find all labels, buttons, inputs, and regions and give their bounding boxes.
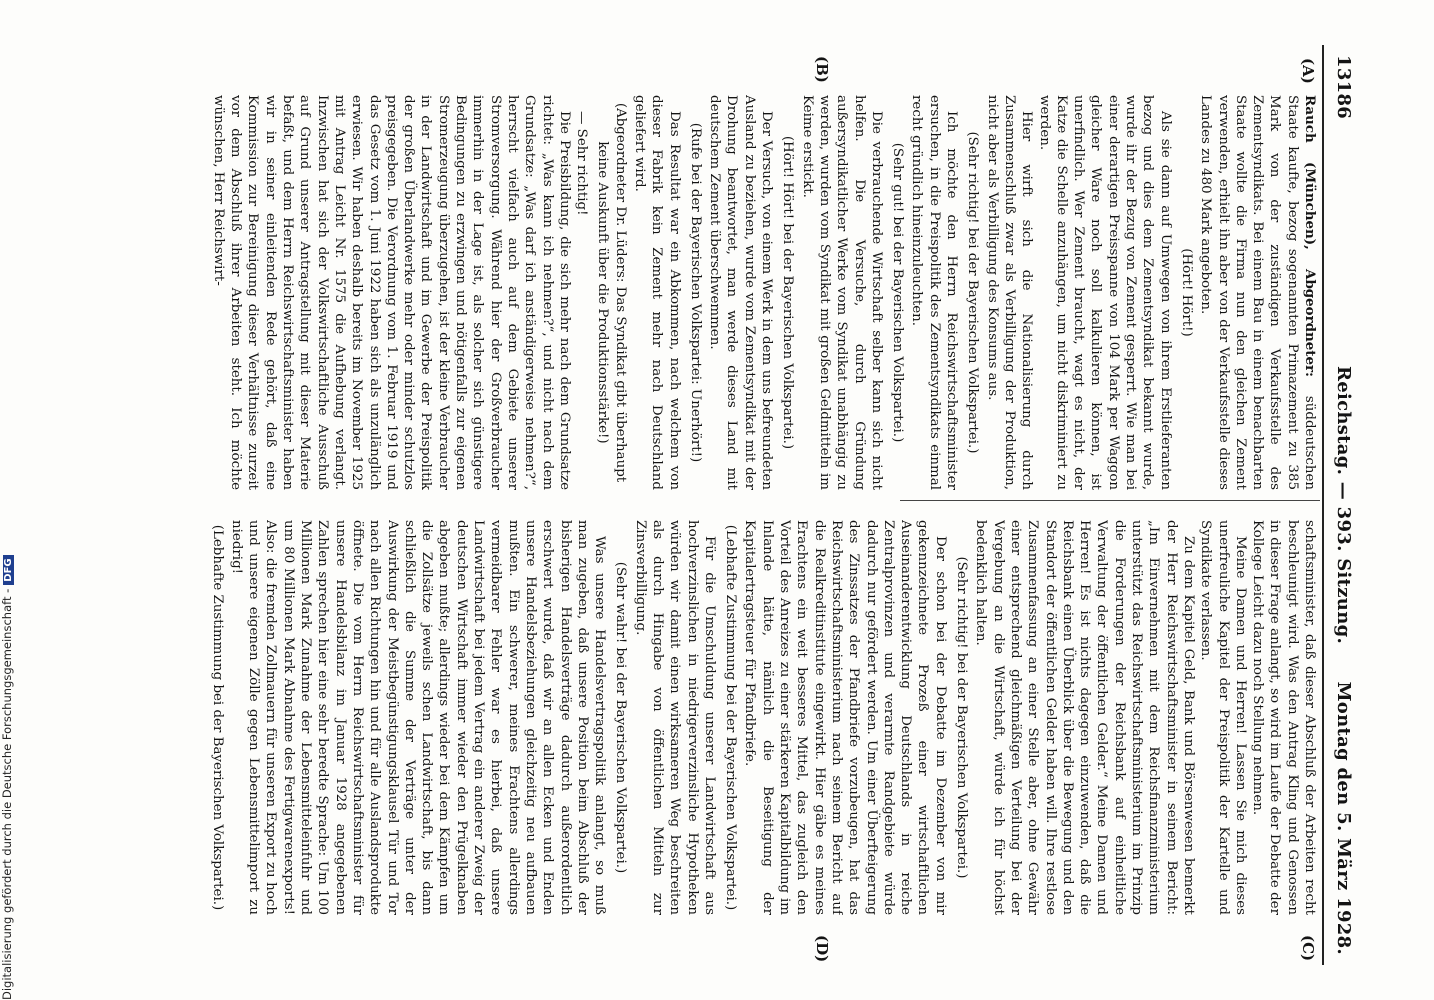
interjection: (Sehr richtig! bei der Bayerischen Volkspartei.) <box>954 556 970 879</box>
header-rule <box>1322 45 1324 965</box>
paragraph: schaftsminister, daß dieser Abschluß der Arbeiten recht beschleunigt wird. Was den Antrag Kling und Genossen in dieser Frage anlangt, so wird im Laufe der Debatte der Kollege Leicht dazu noch Stellung nehmen. <box>1250 520 1317 915</box>
digitization-text: Digitalisierung gefördert durch die Deutsche Forschungsgemeinschaft - <box>0 588 14 1000</box>
left-column <box>118 95 1318 490</box>
speaker-paragraph <box>1197 95 1318 490</box>
paragraph: Die Preisbildung, die sich mehr nach dem Grundsatze richtet: „Was kann ich nehmen?“, und nicht nach dem Grundsatze: „Was darf ich anständigerweise nehmen?“, herrscht vielfach auch auf dem Gebiete unserer Stromversorgung. Während hier der Großverbraucher immerhin in der Lage ist, als solcher sich günstigere Bedingungen zu erzwingen und nötigenfalls zur eigenen Stromerzeugung überzugehen, ist der kleine Verbraucher in der Landwirtschaft und im Gewerbe der Preispolitik der großen Überlandwerke mehr oder minder schutzlos preisgegeben. Die Verordnung vom 1. Februar 1919 und das Gesetz vom 1. Juni 1922 haben sich als unzulänglich erwiesen. Wir haben deshalb bereits im November 1925 mit Antrag Leicht Nr. 1575 die Aufhebung verlangt. Inzwischen hat sich der Volkswirtschaftliche Ausschuß auf Grund unserer Antragstellung mit dieser Materie befaßt, und dem Herrn Reichswirtschaftsminister haben wir in seiner einleitenden Rede gehört, daß eine Kommission zur Bereinigung dieser Verhältnisse zurzeit vor dem Abschluß ihrer Arbeiten steht. Ich möchte wünschen, Herr Reichswirt- <box>210 95 572 490</box>
page-number: 13186 <box>1333 55 1354 120</box>
digitization-note <box>0 0 18 1000</box>
speaker-name: Rauch (München), Abgeordneter: <box>1302 95 1318 377</box>
margin-mark-b: (B) <box>813 56 831 83</box>
paragraph: Was unsere Handelsvertragspolitik anlangt, so muß man zugeben, daß unsere Position beim Abschluß der bisherigen Handelsverträge dadurch außerordentlich erschwert wurde, daß wir an allen Ecken und Enden unsere Handelsbeziehungen gleichzeitig neu aufbauen mußten. Ein schwerer, meines Erachtens allerdings vermeidbarer Fehler war es hierbei, daß unsere Landwirtschaft bei jedem Vertrag ein anderer Zweig der deutschen Wirtschaft immer wieder den Prügelknaben abgeben mußte; allerdings wieder bei dem Kämpfen um die Zollsätze jeweils schen Landwirtschaft, bis dann schließlich die Summe der Verträge unter der Auswirkung der Meistbegünstigungsklausel Tür und Tor nach allen Richtungen hin und für alle Auslandsprodukte öffnete. Die vom Herrn Reichswirtschaftsminister für unsere Handelsbilanz im Januar 1928 angegebenen Zahlen sprechen hier eine sehr beredte Sprache: Um 100 Millionen Mark Zunahme der Lebensmitteleinfuhr und um 80 Millionen Mark Abnahme des Fertigwarenexports! Also: die fremden Zollmauern für unseren Export zu hoch und unsere eigenen Zölle gegen Lebensmittelimport zu niedrig! <box>228 520 608 915</box>
interjection: (Hört! Hört! bei der Bayerischen Volkspartei.) <box>780 135 796 450</box>
right-column <box>118 520 1318 915</box>
interjection: (Rufe bei der Bayerischen Volkspartei: Unerhört!) <box>687 122 703 463</box>
interjection: (Abgeordneter Dr. Lüders: Das Syndikat gibt überhaupt keine Auskunft über die Produktionsstärke!) <box>595 102 628 483</box>
interjection: (Lebhafte Zustimmung bei der Bayerischen Volkspartei.) <box>723 524 739 911</box>
interjection: (Lebhafte Zustimmung bei der Bayerischen Volkspartei.) <box>209 524 225 911</box>
paragraph: Hier wirft sich die Nationalisierung durch Zusammenschluß zwar als Verbilligung der Produktion, nicht aber als Verbilligung des Konsums aus. <box>984 95 1035 490</box>
paragraph: Als sie dann auf Umwegen von ihrem Erstlieferanten bezog und dies dem Zementsyndikat bekannt wurde, wurde ihr der Bezug von Zement gesperrt. Wie man bei einer derartigen Preisspanne von 104 Mark per Waggon gleicher Ware noch soll kalkulieren können, ist unerfindlich. Wer Zement braucht, wagt es nicht, der Katze die Schelle anzuhängen, um nicht diskriminiert zu werden. <box>1036 95 1173 490</box>
page-header <box>1328 55 1354 955</box>
interjection: (Hört! Hört!) <box>1178 248 1194 337</box>
margin-mark-c: (C) <box>1299 935 1317 962</box>
paragraph: Meine Damen und Herren! Lassen Sie mich dieses unerfreuliche Kapitel der Preispolitik der Kartelle und Syndikate verlassen. <box>1198 520 1248 915</box>
paragraph: Der Versuch, von einem Werk in dem uns befreundeten Ausland zu beziehen, wurde vom Zementsyndikat mit der Drohung beantwortet, man werde dieses Land mit deutschem Zement überschwemmen. <box>707 95 775 490</box>
paragraph: Zu dem Kapitel Geld, Bank und Börsenwesen bemerkt der Herr Reichswirtschaftsminister in seinem Bericht: „Im Einvernehmen mit dem Reichsfinanzministerium unterstützt das Reichswirtschaftsministerium im Prinzip die Forderungen der Reichsbank auf einheitliche Verwaltung der öffentlichen Gelder.“ Meine Damen und Herren! Es ist nichts dagegen einzuwenden, daß die Reichsbank einen Überblick über die Bewegung und den Standort der öffentlichen Gelder haben will. Ihre restlose Zusammenfassung an einer Stelle aber, ohne Gewähr einer entsprechend gleichmäßigen Verteilung bei der Vergebung an die Wirtschaft, würde ich für höchst bedenklich halten. <box>973 520 1196 915</box>
session-title: Reichstag. — 393. Sitzung. <box>1333 365 1354 645</box>
session-date: Montag den 5. März 1928. <box>1333 681 1354 955</box>
dfg-logo: DFG <box>3 555 14 584</box>
paragraph: — Sehr richtig! <box>574 111 590 216</box>
paragraph: Der schon bei der Debatte im Dezember von mir gekennzeichnete Prozeß einer wirtschaftlichen Auseinanderentwicklung Deutschlands in reiche Zentralprovinzen und verarmte Randgebiete würde dadurch nur gefördert werden. Um einer Überfteigerung des Zinssatzes der Pfandbriefe vorzubeugen, hat das Reichswirtschaftsministerium nach seinem Bericht auf die Realkreditinstitute eingewirkt. Hier gäbe es meines Erachtens ein weit besseres Mittel, das zugleich den Vorteil des Anreizes zu einer stärkeren Kapitalbildung im Inlande hätte, nämlich die Beseitigung der Kapitalertragsteuer für Pfandbriefe. <box>742 520 948 915</box>
interjection: (Sehr gut! bei der Bayerischen Volkspartei.) <box>890 142 906 443</box>
margin-mark-d: (D) <box>813 935 831 963</box>
paragraph: süddeutschen Staate kaufte, bezog sogenannten Primazement zu 385 Mark von der zuständigen Verkaufsstelle des Zementsyndikats. Bei einem Bau in einem benachbarten Staate wollte die Firma nun den gleichen Zement verwenden, erhielt ihn aber von der Verkaufsstelle dieses Landes zu 480 Mark angeboten. <box>1198 95 1317 490</box>
column-divider <box>900 500 1320 501</box>
paragraph: Ich möchte den Herrn Reichswirtschaftsminister ersuchen, in die Preispolitik des Zementsyndikats einmal recht gründlich hineinzuleuchten. <box>909 95 960 490</box>
interjection: (Sehr wahr! bei der Bayerischen Volkspartei.) <box>613 561 629 874</box>
paragraph: Das Resultat war ein Abkommen, nach welchem von dieser Fabrik kein Zement mehr nach Deutschland geliefert wird. <box>632 95 682 490</box>
paragraph: Die verbrauchende Wirtschaft selber kann sich nicht helfen. Die Versuche, durch Gründung außersyndikatlicher Werke vom Syndikat unabhängig zu werden, wurden vom Syndikat mit großen Geldmitteln im Keime erstickt. <box>799 95 884 490</box>
document-page <box>60 0 1360 1000</box>
interjection: (Sehr richtig! bei der Bayerischen Volkspartei.) <box>965 131 981 454</box>
paragraph: Für die Umschuldung unserer Landwirtschaft aus hochverzinslichen in niedrigerverzinsliche Hypotheken würden wir damit einen wirksameren Weg beschreiten als durch Hingabe von öffentlichen Mitteln zur Zinsverbilligung. <box>632 520 717 915</box>
margin-mark-a: (A) <box>1299 58 1317 84</box>
